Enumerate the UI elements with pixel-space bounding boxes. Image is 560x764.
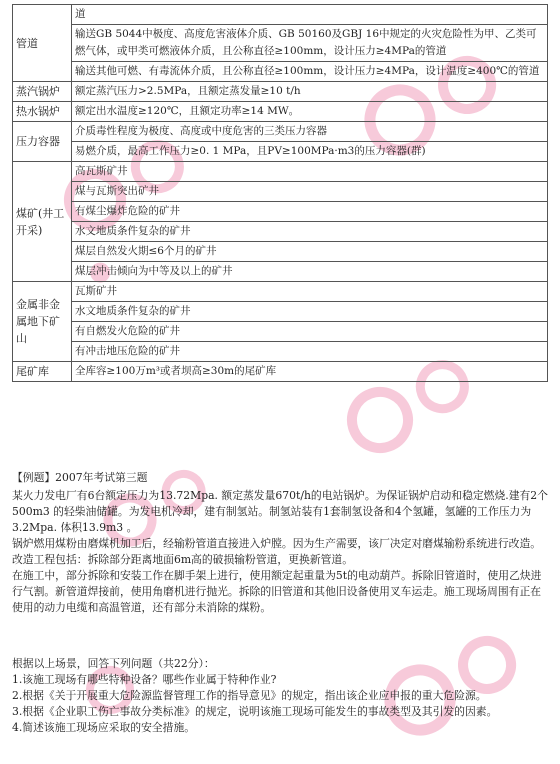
question-item-2: 2.根据《关于开展重大危险源监督管理工作的指导意见》的规定，指出该企业应申报的重大危险源。 bbox=[12, 689, 487, 702]
scenario-paragraph-2: 锅炉燃用煤粉由磨煤机加工后，经输粉管道直接进入炉膛。因为生产需要，该厂决定对磨煤输粉系统进行改造。改造工程包括：拆除部分距离地面6m高的破损输粉管道，更换新管道。 bbox=[12, 537, 542, 566]
criteria-cell: 全库容≥100万m³或者坝高≥30m的尾矿库 bbox=[72, 362, 548, 382]
scenario-text bbox=[12, 488, 550, 616]
criteria-cell: 煤层自然发火期≤6个月的矿井 bbox=[72, 242, 548, 262]
criteria-cell: 水文地质条件复杂的矿井 bbox=[72, 302, 548, 322]
table-row bbox=[13, 5, 548, 25]
criteria-cell: 介质毒性程度为极度、高度或中度危害的三类压力容器 bbox=[72, 122, 548, 142]
criteria-cell: 道 bbox=[72, 5, 548, 25]
table-row bbox=[13, 342, 548, 362]
table-row bbox=[13, 222, 548, 242]
criteria-cell: 水文地质条件复杂的矿井 bbox=[72, 222, 548, 242]
table-row bbox=[13, 322, 548, 342]
example-title bbox=[12, 470, 550, 486]
criteria-cell: 额定出水温度≥120℃，且额定功率≥14 MW。 bbox=[72, 102, 548, 122]
criteria-cell: 煤层冲击倾向为中等及以上的矿井 bbox=[72, 262, 548, 282]
criteria-cell: 输送其他可燃、有毒流体介质，且公称直径≥100mm，设计压力≥4MPa，设计温度≥400℃的管道 bbox=[72, 62, 548, 82]
table-row bbox=[13, 282, 548, 302]
category-cell: 尾矿库 bbox=[13, 362, 72, 382]
criteria-cell: 额定蒸汽压力>2.5MPa，且额定蒸发量≥10 t/h bbox=[72, 82, 548, 102]
category-cell: 蒸汽锅炉 bbox=[13, 82, 72, 102]
category-cell: 金属非金属地下矿山 bbox=[13, 282, 72, 362]
table-row bbox=[13, 202, 548, 222]
hazard-table bbox=[12, 4, 548, 382]
criteria-cell: 有自燃发火危险的矿井 bbox=[72, 322, 548, 342]
example-heading: 【例题】2007年考试第三题 bbox=[12, 471, 148, 484]
criteria-cell: 煤与瓦斯突出矿井 bbox=[72, 182, 548, 202]
table-row bbox=[13, 25, 548, 62]
table-row bbox=[13, 142, 548, 162]
category-cell: 管道 bbox=[13, 5, 72, 82]
question-item-3: 3.根据《企业职工伤亡事故分类标准》的规定，说明该施工现场可能发生的事故类型及其引发的因素。 bbox=[12, 705, 498, 718]
criteria-cell: 有冲击地压危险的矿井 bbox=[72, 342, 548, 362]
table-row bbox=[13, 362, 548, 382]
criteria-cell: 易燃介质，最高工作压力≥0. 1 MPa，且PV≥100MPa·m3的压力容器(群) bbox=[72, 142, 548, 162]
scenario-paragraph-1: 某火力发电厂有6台额定压力为13.72Mpa. 额定蒸发量670t/h的电站锅炉。为保证锅炉启动和稳定燃烧.建有2个500m3 的轻柴油储罐。为发电机冷却，建有制氢站。制氢站装有1套制氢设备和4个氢罐，氢罐的工作压力为3.2Mpa. 体积13.9m3 。 bbox=[12, 489, 548, 534]
questions-intro: 根据以上场景，回答下列问题（共22分）： bbox=[12, 657, 215, 670]
table-row bbox=[13, 102, 548, 122]
question-item-4: 4.简述该施工现场应采取的安全措施。 bbox=[12, 721, 196, 734]
criteria-cell: 输送GB 5044中极度、高度危害液体介质、GB 50160及GBJ 16中规定的火灾危险性为甲、乙类可燃气体，或甲类可燃液体介质，且公称直径≥100mm，设计压力≥4MPa的管道 bbox=[72, 25, 548, 62]
category-cell: 压力容器 bbox=[13, 122, 72, 162]
table-row bbox=[13, 182, 548, 202]
category-cell: 煤矿(井工开采) bbox=[13, 162, 72, 282]
question-item-1: 1.该施工现场有哪些特种设备？哪些作业属于特种作业? bbox=[12, 673, 277, 686]
table-row bbox=[13, 162, 548, 182]
criteria-cell: 瓦斯矿井 bbox=[72, 282, 548, 302]
table-row bbox=[13, 122, 548, 142]
table-row bbox=[13, 242, 548, 262]
criteria-cell: 有煤尘爆炸危险的矿井 bbox=[72, 202, 548, 222]
table-row bbox=[13, 62, 548, 82]
scenario-paragraph-3: 在施工中，部分拆除和安装工作在脚手架上进行，使用额定起重量为5t的电动葫芦。拆除旧管道时，使用乙炔进行气割。新管道焊接前，使用角磨机进行抛光。拆除的旧管道和其他旧设备使用叉车运走。施工现场周围有正在使用的动力电缆和高温管道，还有部分未消除的煤粉。 bbox=[12, 569, 542, 614]
table-row bbox=[13, 82, 548, 102]
table-row bbox=[13, 262, 548, 282]
table-row bbox=[13, 302, 548, 322]
category-cell: 热水锅炉 bbox=[13, 102, 72, 122]
criteria-cell: 高瓦斯矿井 bbox=[72, 162, 548, 182]
question-list bbox=[12, 656, 550, 736]
